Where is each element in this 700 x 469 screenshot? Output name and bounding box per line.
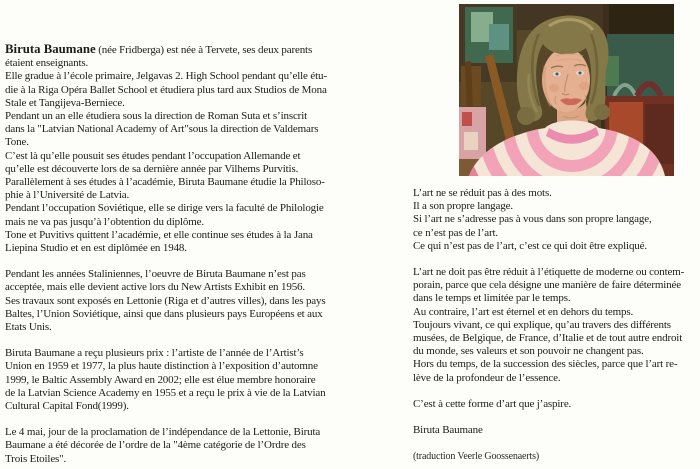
portrait-photo — [459, 4, 674, 176]
text-line: du monde, ses valeurs et son pouvoir ne changent pas. — [413, 345, 644, 358]
text-line: Hors du temps, de la succession des siècles, parce que l’art re- — [413, 358, 678, 371]
paragraph-biography — [5, 43, 395, 255]
statement-stanza-2 — [413, 266, 700, 385]
text-line: Biruta Baumane a reçu plusieurs prix : l’artiste de l’année de l’Artist’s — [5, 347, 304, 360]
text-line: 1999, le Baltic Assembly Award en 2002; elle est élue membre honoraire — [5, 373, 316, 386]
text-line: Etats Unis. — [5, 321, 52, 334]
signature: Biruta Baumane — [413, 424, 483, 437]
text-line: Trois Etoiles". — [5, 452, 67, 465]
text-line: Il a son propre langage. — [413, 200, 513, 213]
text-line: de la Latvian Science Academy en 1955 et a reçu le prix à vie de la Latvian — [5, 386, 326, 399]
text-line: mais ne va pas jusqu’à l’obtention du diplôme. — [5, 215, 205, 228]
paragraph-awards — [5, 347, 395, 413]
text-line: Le 4 mai, jour de la proclamation de l’indépendance de la Lettonie, Biruta — [5, 426, 321, 439]
text-line: Ses travaux sont exposés en Lettonie (Riga et d’autres villes), dans les pays — [5, 294, 326, 307]
text-line: porain, parce que cela désigne une manière de faire déterminée — [413, 279, 681, 292]
paragraph-decoration — [5, 426, 395, 466]
text-line: musées, de Belgique, de France, d’Italie et de tout autre endroit — [413, 332, 683, 345]
intro-line — [5, 43, 395, 57]
text-line: C’est là qu’elle pousuit ses études pendant l’occupation Allemande et — [5, 149, 301, 162]
text-line: Liepina Studio et en est diplômée en 1948. — [5, 242, 187, 255]
text-line: dans le temps et limitée par le temps. — [413, 292, 571, 305]
text-line: L’art ne se réduit pas à des mots. — [413, 187, 552, 199]
closing-line: C’est à cette forme d’art que j’aspire. — [413, 397, 572, 410]
text-line: L’art ne doit pas être réduit à l’étiquette de moderne ou contem- — [413, 266, 685, 279]
portrait-illustration — [459, 4, 674, 176]
text-line: Ce qui n’est pas de l’art, c’est ce qui doit être expliqué. — [413, 239, 647, 252]
text-line: lève de la profondeur de l’essence. — [413, 371, 561, 384]
text-line: Pendant l’occupation Soviétique, elle se dirige vers la faculté de Philologie — [5, 202, 324, 215]
text-line: Pendant un an elle étudiera sous la direction de Roman Suta et s’inscrit — [5, 110, 308, 123]
text-line: qu’elle est découverte lors de sa dernière année par Vilhems Purvitis. — [5, 162, 299, 175]
text-line: Cultural Capital Fond(1999). — [5, 400, 129, 413]
text-line: acceptée, mais elle devient active lors du New Artists Exhibit en 1956. — [5, 281, 306, 294]
intro-rest: (née Fridberga) est née à Tervete, ses deux parents — [95, 44, 313, 56]
text-line: Si l’art ne s’adresse pas à vous dans son propre langage, — [413, 213, 652, 226]
text-line: Parallèlement à ses études à l’académie, Biruta Baumane étudie la Philoso- — [5, 176, 325, 189]
text-line: Pendant les années Staliniennes, l’oeuvre de Biruta Baumane n’est pas — [5, 268, 306, 281]
text-line: Tone. — [5, 136, 29, 149]
text-line: Tone et Puvitivs quittent l’académie, et elle continue ses études à la Jana — [5, 228, 313, 241]
text-line: étaient enseignants. — [5, 57, 89, 70]
text-line: Baltes, l’Union Soviétique, ainsi que dans plusieurs pays Européens et aux — [5, 307, 323, 320]
paragraph-stalinist-years — [5, 268, 395, 334]
biography-column — [5, 43, 395, 466]
text-line: Stale et Tangijeva-Berniece. — [5, 96, 125, 109]
text-line: phie à l’Université de Latvia. — [5, 189, 130, 202]
statement-column — [413, 187, 700, 463]
text-line: ce n’est pas de l’art. — [413, 226, 498, 239]
text-line: dans la "Latvian National Academy of Art"sous la direction de Valdemars — [5, 123, 319, 136]
text-line: Baumane a été décorée de l’ordre de la "4ème catégorie de l’Ordre des — [5, 439, 306, 452]
subject-name: Biruta Baumane — [5, 42, 96, 56]
text-line: Elle gradue à l’école primaire, Jelgavas 2. High School pendant qu’elle étu- — [5, 70, 327, 83]
text-line: die à la Riga Opéra Ballet School et étudiera plus tard aux Studios de Mona — [5, 83, 327, 96]
statement-stanza-1 — [413, 187, 700, 253]
text-line: Union en 1959 et 1977, la plus haute distinction à l’exposition d’automne — [5, 360, 318, 373]
biography-lines — [5, 57, 395, 255]
text-line: Au contraire, l’art est éternel et en dehors du temps. — [413, 305, 634, 318]
text-line: Toujours vivant, ce qui explique, qu’au travers des différents — [413, 318, 671, 331]
translation-credit: (traduction Veerle Goossenaerts) — [413, 451, 540, 463]
